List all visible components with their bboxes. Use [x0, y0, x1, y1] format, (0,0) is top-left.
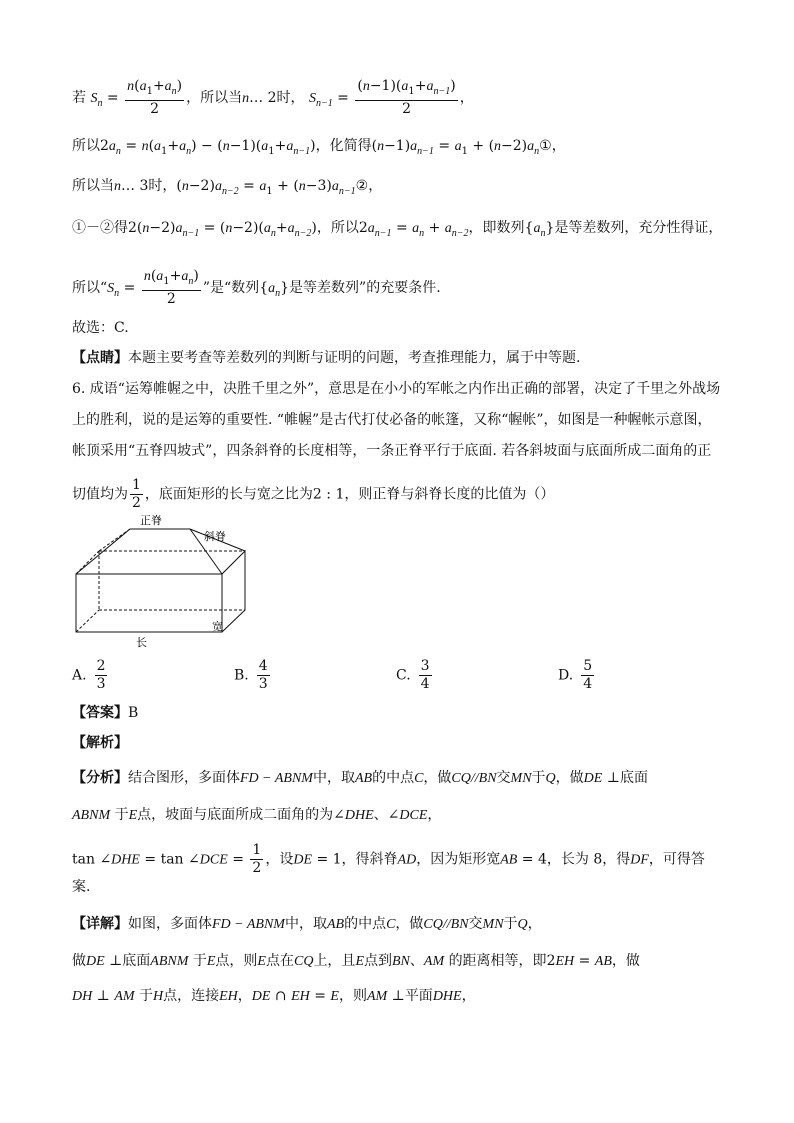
line-3: 所以当n… 3时，$(n-2)a_{n-2} = a_1$ + $(n-3)a_{n-1}②$， — [72, 178, 383, 197]
fenxi-line-3: tan ∠DHE = tan ∠DCE = $\frac{1}{2}$ ，设DE = 1，得斜脊AD，因为矩形宽AB = 4，长为 8，得DF，可得答 — [72, 842, 705, 876]
choice-line: 故选：C. — [72, 320, 129, 336]
fenxi-line-2: ABNM 于E点，坡面与底面所成二面角的为∠DHE、∠DCE， — [72, 807, 442, 823]
line-2: 所以$2a_n = n(a_1+a_n) - (n-1)(a_1+a_{n-1})$，化简得$(n-1)a_{n-1} = a_1$ + $(n-2)a_n①$， — [72, 138, 566, 157]
tent-figure — [70, 512, 260, 652]
q6-line-2: 上的胜利，说的是运筹的重要性. “帷幄”是古代打仗必备的帐篷，又称“幄帐”，如图是一种幄帐示意图， — [72, 412, 712, 428]
xiangjie-line-1: 【详解】如图，多面体FD − ABNM中，取AB的中点C，做CQ//BN交MN于Q， — [72, 916, 542, 932]
dianjing-line: 【点睛】本题主要考查等差数列的判断与证明的问题，考查推理能力，属于中等题. — [72, 350, 581, 366]
fraction: $\frac{(n-1)(a_1+a_{n-1})}{2}$ — [357, 78, 456, 117]
fraction: $\frac{n(a_1+a_n)}{2}$ — [143, 268, 199, 307]
option-a[interactable]: A. $\frac{2}{3}$ — [72, 658, 106, 692]
fenxi-line-4: 案. — [72, 879, 91, 895]
label-zhengji: 正脊 — [140, 514, 162, 527]
jiexi-heading: 【解析】 — [72, 735, 128, 751]
label-kuan: 宽 — [212, 620, 223, 633]
line-5: 所以“$S_n$ = $\frac{n(a_1+a_n)}{2}$ ”是“数列$\{a_n\}$是等差数列”的充要条件. — [72, 268, 441, 307]
option-d[interactable]: D. $\frac{5}{4}$ — [558, 658, 593, 692]
option-c[interactable]: C. $\frac{3}{4}$ — [396, 658, 430, 692]
xiangjie-line-2: 做DE ⊥底面ABNM 于E点，则E点在CQ上，且E点到BN、AM 的距离相等，即2EH = AB，做 — [72, 953, 640, 969]
label-chang: 长 — [136, 636, 147, 649]
q6-line-4: 切值均为 $\frac{1}{2}$ ，底面矩形的长与宽之比为2 : 1，则正脊与斜脊长度的比值为（） — [72, 477, 555, 511]
text: 若 — [72, 89, 86, 106]
q6-line-1: 6. 成语“运筹帷幄之中，决胜千里之外”，意思是在小小的军帐之内作出正确的部署，决定了千里之外战场 — [72, 381, 721, 397]
option-b[interactable]: B. $\frac{4}{3}$ — [234, 658, 268, 692]
xiangjie-line-3: DH ⊥ AM 于H点，连接EH，DE ∩ EH = E，则AM ⊥平面DHE， — [72, 988, 476, 1004]
label-xieji: 斜脊 — [204, 530, 226, 543]
q6-line-3: 帐顶采用“五脊四坡式”，四条斜脊的长度相等，一条正脊平行于底面. 若各斜坡面与底面所成二面角的正 — [72, 443, 712, 459]
line-4: ①－②得$2(n-2)a_{n-1} = (n-2)(a_n+a_{n-2})$，所以$2a_{n-1} = a_n + a_{n-2}$，即数列$\{a_n\}$是等差数列，充分性得证， — [72, 220, 723, 239]
fraction: $\frac{n(a_1+a_n)}{2}$ — [127, 78, 183, 117]
answer-line: 【答案】B — [72, 705, 139, 721]
fraction: $\frac{1}{2}$ — [132, 477, 141, 511]
fenxi-line-1: 【分析】结合图形，多面体FD − ABNM中，取AB的中点C，做CQ//BN交MN于Q，做DE ⊥底面 — [72, 770, 648, 786]
line-1: 若 $S_n$ = $\frac{n(a_1+a_n)}{2}$ ，所以当n… 2时， $S_{n-1}$ = $\frac{(n-1)(a_1+a_{n-1})}{2}$ ， — [72, 78, 474, 117]
